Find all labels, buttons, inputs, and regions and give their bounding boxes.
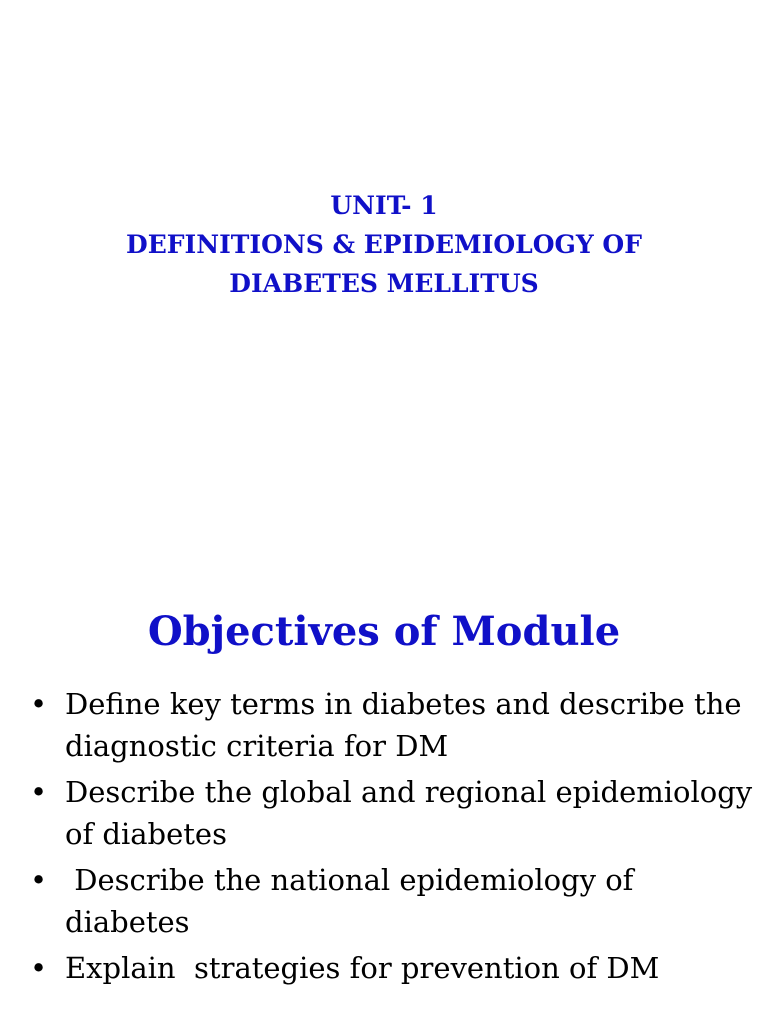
unit-title-block <box>0 186 768 303</box>
objective-item <box>30 947 760 989</box>
objective-text: Explain strategies for prevention of DM <box>65 951 660 985</box>
bullet-icon: • <box>30 951 48 985</box>
objective-text: Describe the global and regional epidemiology of diabetes <box>65 775 753 851</box>
objectives-list <box>30 683 760 993</box>
bullet-icon: • <box>30 863 48 897</box>
unit-title-line-1: DEFINITIONS & EPIDEMIOLOGY OF <box>126 230 642 259</box>
objectives-heading: Objectives of Module <box>147 608 621 655</box>
bullet-icon: • <box>30 775 48 809</box>
objective-item <box>30 859 760 943</box>
objective-text: Define key terms in diabetes and describe the diagnostic criteria for DM <box>65 687 742 763</box>
objective-item <box>30 771 760 855</box>
objective-item <box>30 683 760 767</box>
objective-text: Describe the national epidemiology of diabetes <box>65 863 643 939</box>
unit-title-line-2: DIABETES MELLITUS <box>229 269 539 298</box>
bullet-icon: • <box>30 687 48 721</box>
unit-number: UNIT- 1 <box>330 191 438 220</box>
